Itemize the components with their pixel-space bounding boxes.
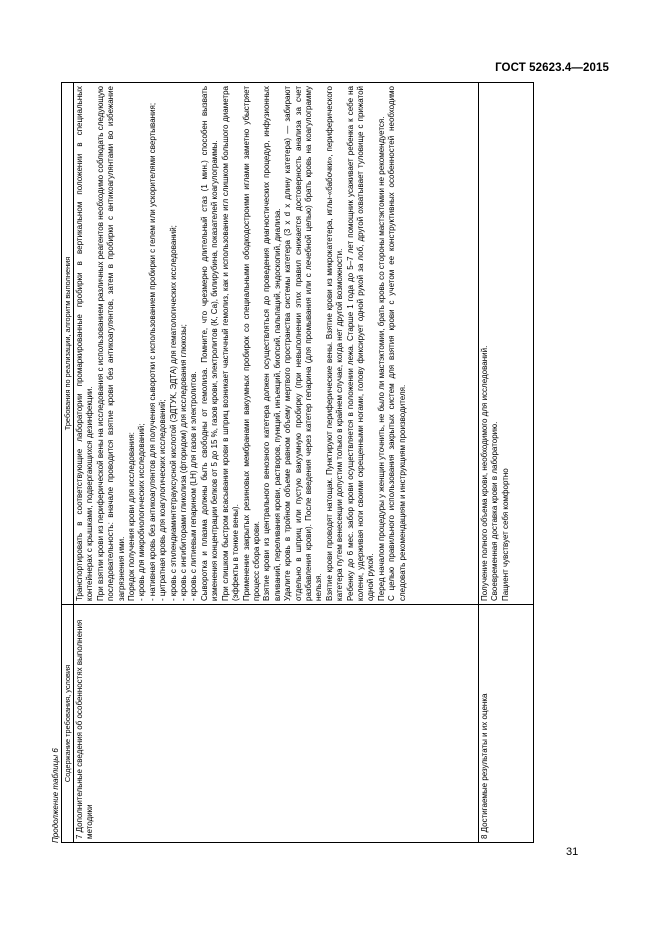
paragraph: При слишком быстром всасывании крови в шприц возникает частичный гемолиз, как и использование игл слишком большого диаметра (эффекты в тонкие вены). — [220, 86, 241, 601]
paragraph: Пациент чувствует себя комфортно — [500, 468, 510, 601]
page-number: 31 — [566, 846, 579, 858]
list-item: - кровь для микробиологических исследований; — [137, 423, 147, 601]
algorithm-cell — [74, 83, 479, 605]
paragraph: Взятие крови из центрального венозного катетера должен осуществляться до проведения диагностических процедур, инфузионных вливаний, переливания крови, растворов, пункций, инъекций, биопсий, пальпаций, эндоскопий, диализа. — [262, 86, 282, 601]
table-row — [479, 83, 534, 843]
algorithm-cell — [479, 83, 534, 605]
paragraph: Своевременная доставка крови в лабораторию. — [490, 421, 500, 601]
paragraph: Применение закрытых резиновых мембранами вакуумных пробирок со специальными ободкодостроими иглами заметно убыстряет процесс сбора крови. — [241, 86, 261, 601]
table-row — [74, 83, 479, 843]
list-item: - нативная кровь без антикоагулянтов для получения сыворотки с использованием пробирки с гелем или ускорителями свертывания; — [147, 102, 157, 601]
condition-cell: 7 Дополнительные сведения об особенностях выполнения методики — [74, 605, 479, 843]
requirements-table — [61, 82, 534, 843]
rotated-table-block — [51, 81, 543, 843]
list-item: - кровь с ингибиторами гликолиза (фторидом) для исследования глюкозы; — [179, 324, 189, 601]
paragraph: Ребенку до 6 мес. забор крови осуществляется в положении лежа. Старше 1 года до 5–7 лет помощник усаживает ребенка к себе на колени, удерживая ноги своими скрещенными ногами, голову фиксирует одной рукой за лоб, другой охватывает туловище с прижатой одной рукой. — [345, 86, 376, 601]
paragraph: Удалите кровь в тройном объеме равном объему мертвого пространства системы катетера (3 х d х длину катетера) — забирают отдельно в шприц или пустую вакуумную пробирку (при невыполнении этих правил снижается достоверность анализа за счет разбавления крови). После введения через катетер гепарина (для промывания или с лечебной целью) брать кровь на коагулограмму нельзя. — [283, 86, 324, 601]
paragraph: Получение полного объема крови, необходимого для исследований. — [480, 345, 489, 601]
paragraph: Перед началом процедуры у женщин уточнить, не было ли мастэктомии, брать кровь со стороны мастэктомии не рекомендуется. — [376, 116, 386, 601]
paragraph: Порядок получения крови для исследования: — [127, 432, 137, 601]
condition-cell: 8 Достигаемые результаты и их оценка — [479, 605, 534, 843]
paragraph: Сыворотка и плазма должны быть свободны от гемолиза. Помните, что чрезмерно длительный стаз (1 мин.) способен вызвать изменения концентрации белков от 5 до 15 %, газов крови, электролитов (К, Са), билирубина, показателей коагулограммы. — [199, 86, 220, 601]
list-item: - кровь с этилендиаминтетрауксусной кислотой (ЭДТУК, ЭДТА) для гематологических исследований; — [168, 225, 178, 601]
paragraph: При взятии крови из периферической вены на исследования с использованием различных реагентов необходимо соблюдать следующую последовательность: вначале проводится взятие крови без антикоагулянтов, затем в пробирки с антикоагулянтами во избежание загрязнения ими. — [95, 86, 126, 601]
list-item: - цитратная кровь для коагулогических исследований; — [158, 399, 168, 601]
paragraph: Транспортировать в соответствующие лаборатории промаркированные пробирки в вертикальном положении в специальных контейнерах с крышками, подвергающихся дезинфекции. — [75, 86, 95, 601]
paragraph: Взятие крови проводят натощак. Пунктируют периферические вены. Взятие крови из микрокатетера, иглы-«бабочки», периферического катетера путем венесекции допустим только в крайнем случае, когда нет другой возможности. — [324, 86, 345, 601]
list-item: - кровь с литиевым гепарином (LH) для газов и электролитов. — [189, 371, 199, 601]
paragraph: С целью правильного использования закрытых систем для взятия крови с учетом ее конструктивных особенностей необходимо следовать рекомендациям и инструкциям производителя. — [387, 86, 407, 601]
table-caption: Продолжение таблицы 6 — [51, 748, 60, 843]
table-header-row — [62, 83, 74, 843]
standard-header: ГОСТ 52623.4—2015 — [495, 62, 609, 74]
column-header-algorithm: Требования по реализации, алгоритм выполнения — [62, 83, 74, 605]
column-header-condition: Содержание требования, условия — [62, 605, 74, 843]
